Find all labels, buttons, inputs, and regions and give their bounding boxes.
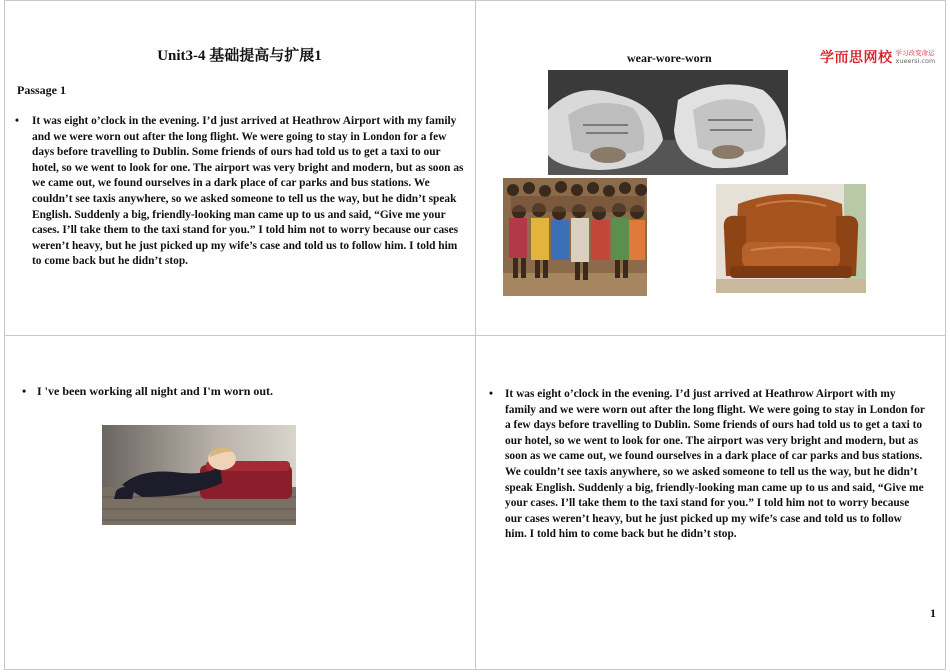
sleeping-child-illustration xyxy=(102,425,296,525)
slide-1 xyxy=(6,2,473,333)
armchair-illustration xyxy=(716,184,866,293)
passage-bullet xyxy=(15,114,465,270)
bullet-dot: • xyxy=(15,115,19,127)
passage-bullet-repeat xyxy=(489,387,925,543)
worn-shoes-photo xyxy=(548,70,788,175)
bullet-dot: • xyxy=(22,384,27,398)
xueersi-logo xyxy=(820,47,935,67)
logo-text: 学而思网校 xyxy=(820,50,893,66)
passage-label: Passage 1 xyxy=(17,83,66,97)
slide-3 xyxy=(6,337,473,668)
passage-text-repeat: It was eight o’clock in the evening. I’d just arrived at Heathrow Airport with my family and we were worn out after the long flight. We were going to stay in London for a few days before travelling to Dublin. Some friends of ours had told us to get a taxi to our hotel, so we went to look for one. The airport was very bright and modern, but as soon as we came out, we found ourselves in a dark place of car parks and bus stations. We couldn’t see taxis anywhere, so we asked someone to tell us the way, but he didn’t speak English. Suddenly a big, friendly-looking man came up to us and said, “Give me your cases. I’ll take them to the taxi stand for you.” I told him not to worry because our cases weren’t heavy, but he just picked up my wife’s case and told us to follow him. I told him to come back but he didn’t stop. xyxy=(505,388,925,541)
worn-shoes-illustration xyxy=(548,70,788,175)
page-number: 1 xyxy=(930,606,936,620)
passage-text: It was eight o’clock in the evening. I’d just arrived at Heathrow Airport with my family and we were worn out after the long flight. We were going to stay in London for a few days before travelling to Dublin. Some friends of ours had told us to get a taxi to our hotel, so we went to look for one. The airport was very bright and modern, but as soon as we came out, we found ourselves in a dark place of car parks and bus stations. We couldn’t see taxis anywhere, so we asked someone to tell us the way, but he didn’t speak English. Suddenly a big, friendly-looking man came up to us and said, “Give me your cases. I’ll take them to the taxi stand for you.” I told him not to worry because our cases weren’t heavy, but he just picked up my wife’s case and told us to follow him. I told him to come back but he didn’t stop. xyxy=(32,115,464,268)
crowd-illustration xyxy=(503,178,647,296)
horizontal-divider xyxy=(4,335,946,336)
logo-url: xueersi.com xyxy=(895,57,936,65)
bullet-dot: • xyxy=(489,388,493,400)
leather-armchair-photo xyxy=(716,184,866,293)
verb-forms-heading: wear-wore-worn xyxy=(627,51,712,65)
sleeping-child-photo xyxy=(102,425,296,525)
slide-4 xyxy=(477,337,944,668)
logo-slogan: 学习改变命运 xyxy=(895,49,935,57)
example-sentence: I 've been working all night and I'm worn out. xyxy=(37,384,274,398)
example-bullet xyxy=(22,384,452,400)
logo-side-text xyxy=(896,49,936,65)
crowd-of-children-photo xyxy=(503,178,647,296)
slide-title: Unit3-4 基础提高与扩展1 xyxy=(157,48,322,64)
slide-2 xyxy=(477,2,944,333)
